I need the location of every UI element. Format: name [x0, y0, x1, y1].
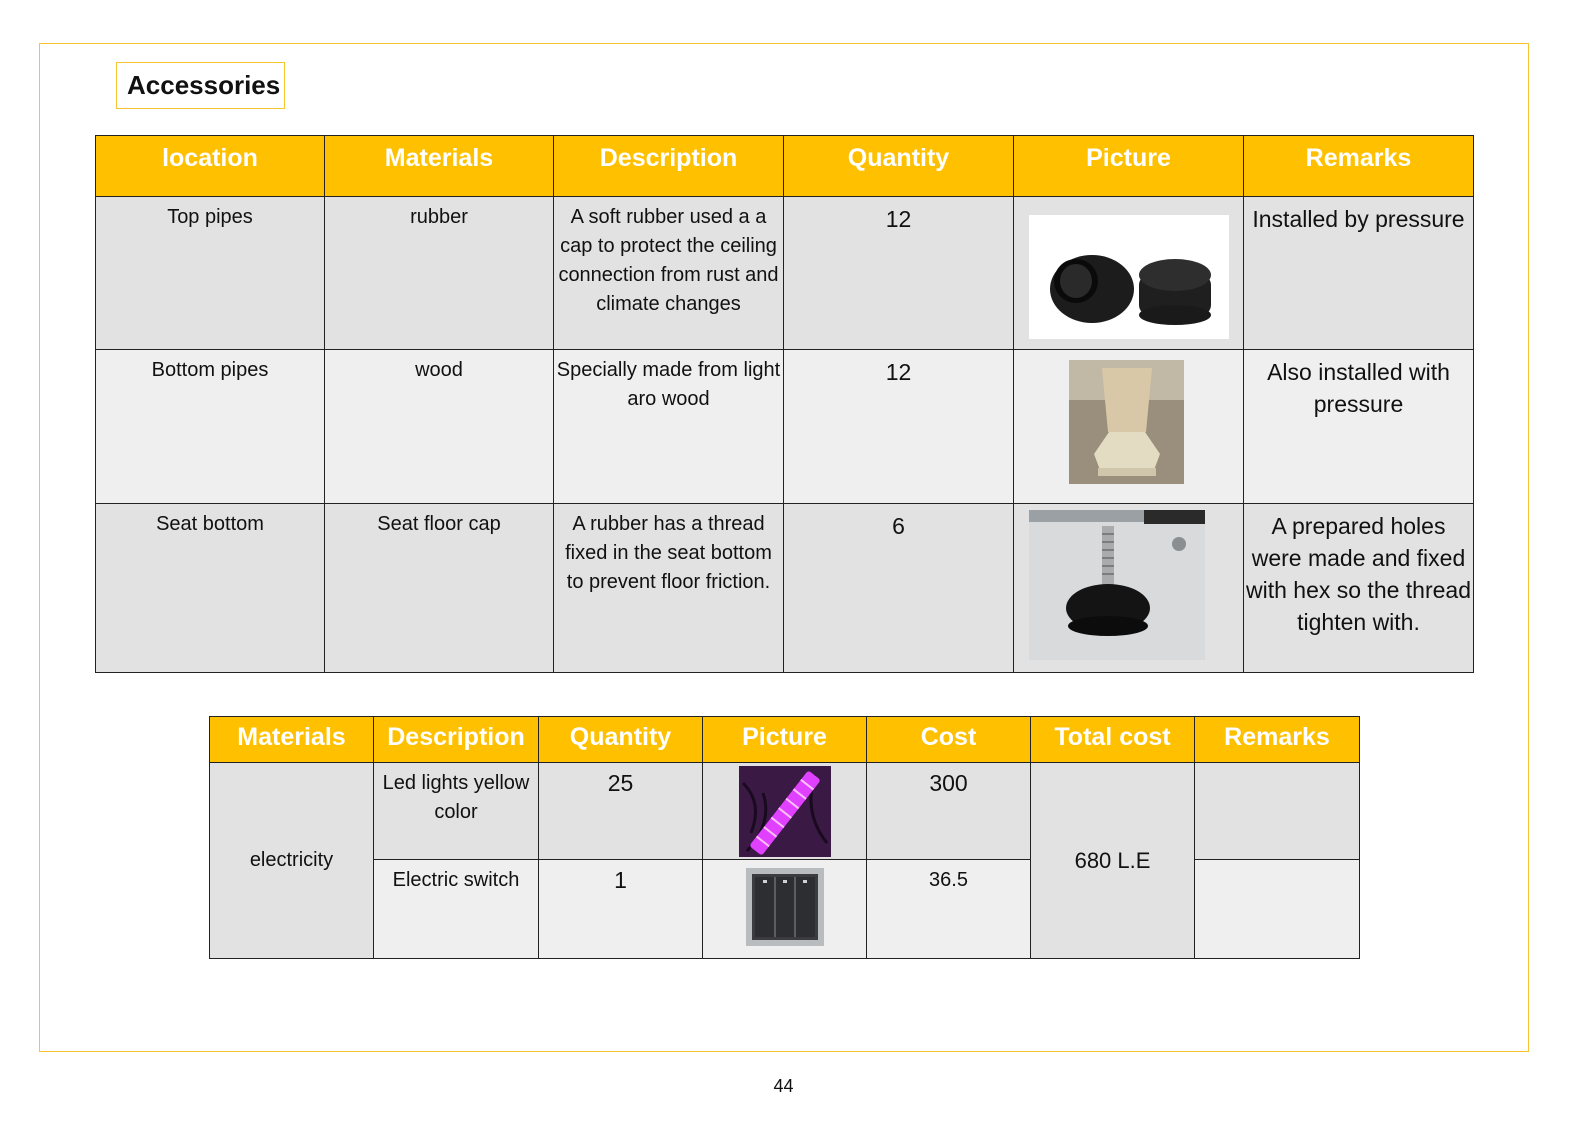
header-location: location	[96, 136, 325, 197]
electricity-cost-table	[209, 716, 1360, 959]
cell-location: Bottom pipes	[96, 350, 325, 504]
header-materials: Materials	[210, 717, 374, 763]
cell-picture	[1014, 504, 1244, 673]
cell-description: A soft rubber used a a cap to protect the ceiling connection from rust and climate changes	[554, 197, 784, 350]
cell-location: Top pipes	[96, 197, 325, 350]
table-row	[210, 763, 1360, 860]
cell-picture	[1014, 197, 1244, 350]
wall-switch-photo	[703, 860, 867, 956]
header-picture: Picture	[1014, 136, 1244, 197]
cell-material: rubber	[325, 197, 554, 350]
header-description: Description	[374, 717, 539, 763]
header-cost: Cost	[867, 717, 1031, 763]
header-quantity: Quantity	[784, 136, 1014, 197]
cell-material: electricity	[210, 763, 374, 959]
header-quantity: Quantity	[539, 717, 703, 763]
cell-remarks: Also installed with pressure	[1244, 350, 1474, 504]
cell-quantity: 25	[539, 763, 703, 860]
wooden-foot-photo	[1014, 350, 1244, 500]
table-header-row	[210, 717, 1360, 763]
led-strip-photo	[703, 763, 867, 859]
cell-picture	[1014, 350, 1244, 504]
cell-description: Specially made from light aro wood	[554, 350, 784, 504]
section-title: Accessories	[116, 62, 285, 109]
cell-cost: 36.5	[867, 860, 1031, 959]
header-description: Description	[554, 136, 784, 197]
cell-remarks: Installed by pressure	[1244, 197, 1474, 350]
table-row	[96, 504, 1474, 673]
cell-description: Led lights yellow color	[374, 763, 539, 860]
threaded-floor-glide-photo	[1014, 504, 1244, 669]
cell-quantity: 12	[784, 197, 1014, 350]
cell-quantity: 1	[539, 860, 703, 959]
cell-material: wood	[325, 350, 554, 504]
rubber-caps-photo	[1014, 197, 1244, 347]
cell-quantity: 12	[784, 350, 1014, 504]
header-materials: Materials	[325, 136, 554, 197]
header-total-cost: Total cost	[1031, 717, 1195, 763]
header-picture: Picture	[703, 717, 867, 763]
cell-remarks: A prepared holes were made and fixed with hex so the thread tighten with.	[1244, 504, 1474, 673]
table-header-row	[96, 136, 1474, 197]
cell-description: Electric switch	[374, 860, 539, 959]
cell-remarks	[1195, 860, 1360, 959]
cell-total-cost: 680 L.E	[1031, 763, 1195, 959]
header-remarks: Remarks	[1244, 136, 1474, 197]
cell-cost: 300	[867, 763, 1031, 860]
table-row	[96, 197, 1474, 350]
accessories-table	[95, 135, 1474, 673]
table-row	[96, 350, 1474, 504]
cell-material: Seat floor cap	[325, 504, 554, 673]
cell-picture	[703, 860, 867, 959]
cell-description: A rubber has a thread fixed in the seat bottom to prevent floor friction.	[554, 504, 784, 673]
cell-picture	[703, 763, 867, 860]
cell-quantity: 6	[784, 504, 1014, 673]
page-number: 44	[773, 1076, 794, 1096]
header-remarks: Remarks	[1195, 717, 1360, 763]
cell-remarks	[1195, 763, 1360, 860]
cell-location: Seat bottom	[96, 504, 325, 673]
